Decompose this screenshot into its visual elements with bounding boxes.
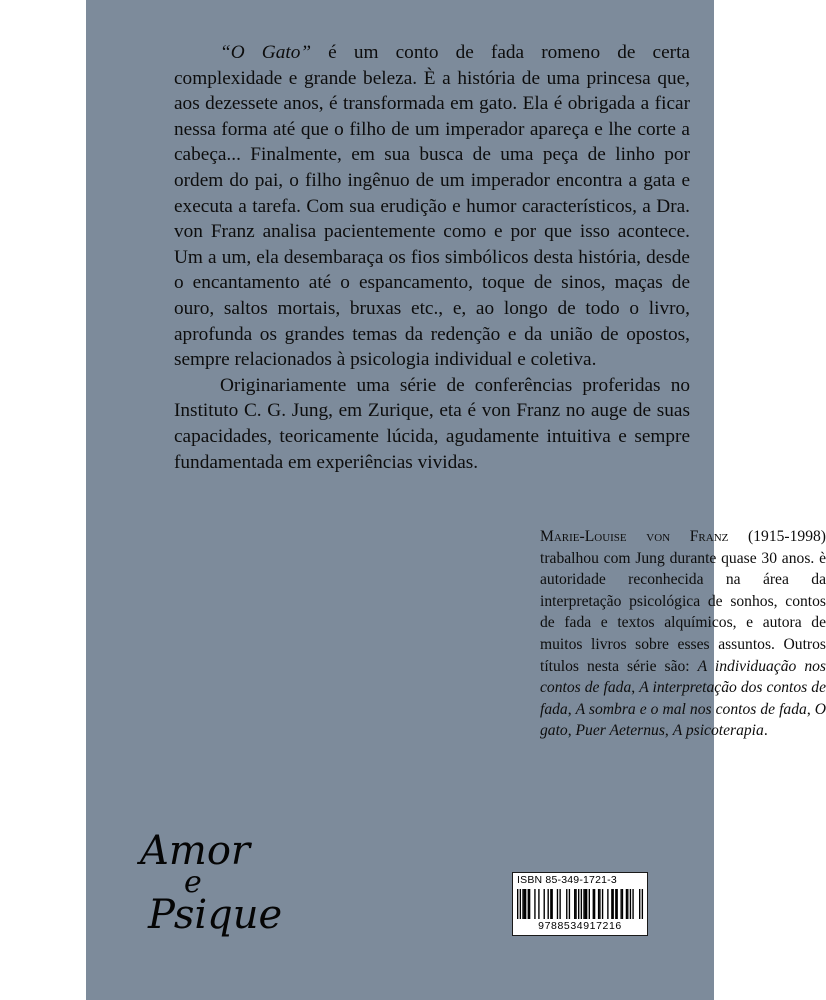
barcode-bar	[630, 889, 631, 919]
barcode-bar	[594, 889, 595, 919]
author-name: Marie-Louise von Franz	[540, 528, 729, 545]
barcode-bar	[569, 889, 570, 919]
isbn-label: ISBN 85-349-1721-3	[517, 874, 617, 886]
barcode-bar	[551, 889, 552, 919]
barcode-bar	[581, 889, 582, 919]
other-title: O gato	[540, 700, 826, 740]
synopsis-text-1: é um conto de fada romeno de certa complexidade e grande beleza. È a história de uma princesa que, aos dezessete anos, é transformada em gato. Ela é obrigada a ficar nessa forma até que o filho de um imperador apareça e lhe corte a cabeça... Finalmente, em sua busca de uma peça de linho por ordem do pai, o filho ingênuo de um imperador encontra a gata e executa a tarefa. Com sua erudição e humor característicos, a Dra. von Franz analisa pacientemente como e por que isso acontece. Um a um, ela desembaraça os fios simbólicos desta história, desde o encantamento até o espancamento, toque de sinos, maças de ouro, saltos mortais, bruxas etc., e, ao longo de todo o livro, aprofunda os grandes temas da redenção e da união de opostos, sempre relacionados à psicologia individual e coletiva.	[174, 42, 690, 371]
barcode-bar	[534, 889, 535, 919]
synopsis-paragraph-1	[174, 40, 690, 373]
back-cover	[86, 0, 826, 1000]
author-bio-text: (1915-1998) trabalhou com Jung durante quase 30 anos. è autoridade reconhecida na área da interpretação psicológica de sonhos, contos de fada e textos alquímicos, e autora de muitos livros sobre esses assuntos. Outros títulos nesta série são:	[540, 528, 826, 675]
barcode-bar	[626, 889, 627, 919]
barcode-bar	[620, 889, 621, 919]
other-titles: A individuação nos contos de fada, A interpretação dos contos de fada, A sombra e o mal nos contos de fada, O gato, Puer Aeternus, A psicoterapia.	[540, 657, 826, 740]
logo-word-psique: Psique	[148, 892, 283, 938]
barcode-bar	[583, 889, 584, 919]
barcode-bar	[578, 889, 579, 919]
barcode-bar	[574, 889, 575, 919]
barcode-bar	[575, 889, 576, 919]
barcode-bar	[557, 889, 558, 919]
barcode-bar	[529, 889, 530, 919]
barcode-bar	[602, 889, 603, 919]
barcode-bar	[607, 889, 608, 919]
other-title: A interpretação dos contos de fada	[540, 679, 826, 718]
barcode-bar	[538, 889, 539, 919]
barcode-bar	[612, 889, 613, 919]
barcode-bar	[548, 889, 549, 919]
logo-word-amor: Amor	[140, 828, 251, 874]
barcode-bar	[585, 889, 586, 919]
barcode-bar	[593, 889, 594, 919]
barcode-bar	[528, 889, 529, 919]
barcode-bar	[642, 889, 643, 919]
barcode-bar	[522, 889, 523, 919]
barcode-bar	[611, 889, 612, 919]
synopsis-paragraph-2: Originariamente uma série de conferências proferidas no Instituto C. G. Jung, em Zurique, eta é von Franz no auge de suas capacidades, teoricamente lúcida, agudamente intuitiva e sempre fundamentada em experiências vividas.	[174, 374, 690, 473]
other-title: A individuação nos contos de fada	[540, 657, 826, 697]
barcode-bar	[586, 889, 587, 919]
publisher-logo	[134, 820, 283, 942]
barcode-bar	[615, 889, 616, 919]
logo-word-e: e	[184, 865, 202, 900]
barcode-bar	[639, 889, 640, 919]
barcode-bar	[616, 889, 617, 919]
other-title: A psicoterapia	[672, 722, 764, 740]
author-bio	[540, 526, 826, 742]
other-title: A sombra e o mal nos contos de fada	[575, 700, 807, 718]
barcode-bar	[517, 889, 518, 919]
barcode-bar	[589, 889, 590, 919]
synopsis	[174, 40, 690, 475]
barcode-bar	[544, 889, 545, 919]
barcode-bar	[550, 889, 551, 919]
book-title: “O Gato”	[220, 42, 312, 63]
barcode-bar	[622, 889, 623, 919]
barcode-box	[512, 872, 648, 936]
barcode-bar	[559, 889, 560, 919]
barcode-bar	[632, 889, 633, 919]
other-title: Puer Aeternus	[575, 722, 665, 740]
barcode-digits: 9788534917216	[538, 920, 622, 932]
barcode-bar	[525, 889, 526, 919]
barcode	[517, 889, 643, 919]
barcode-bar	[599, 889, 600, 919]
barcode-bar	[524, 889, 525, 919]
barcode-bar	[598, 889, 599, 919]
barcode-bar	[520, 889, 521, 919]
barcode-bar	[627, 889, 628, 919]
barcode-bar	[566, 889, 567, 919]
